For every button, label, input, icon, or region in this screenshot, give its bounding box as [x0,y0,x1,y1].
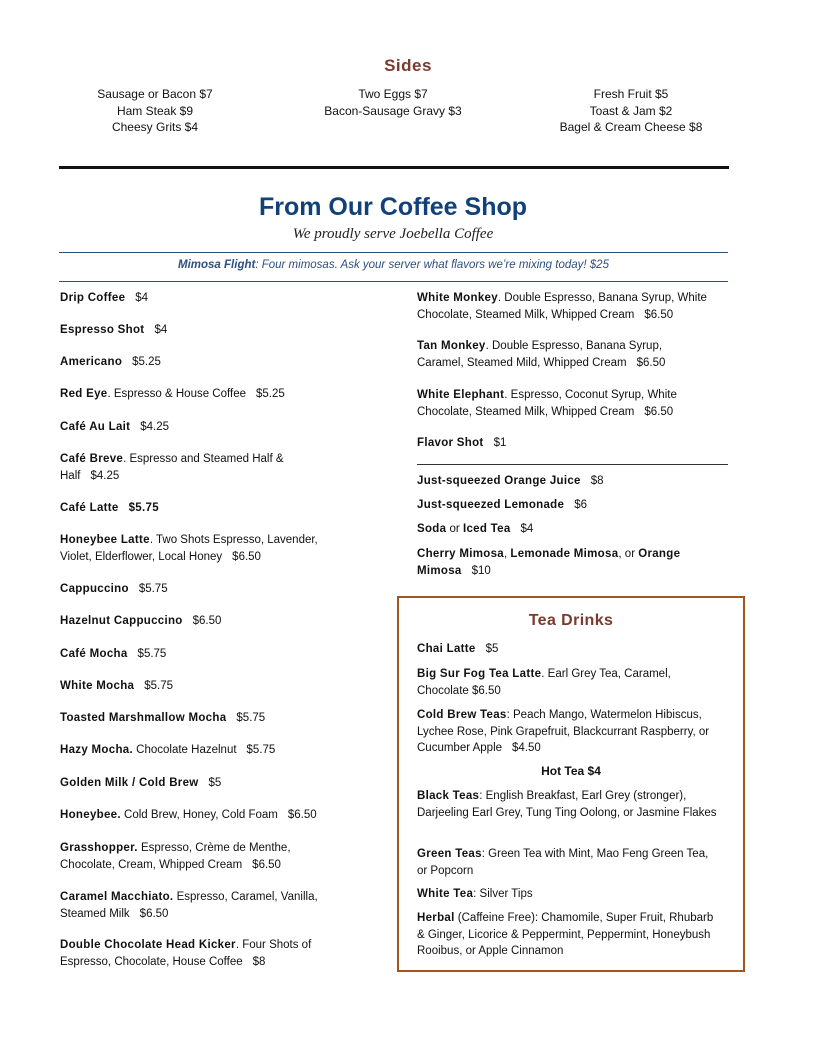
item-price: $6.50 [644,308,674,321]
side-item: Two Eggs $7 [358,87,428,101]
mimosa-bottom-rule [59,281,728,282]
item-price: $8 [252,955,266,968]
side-item: Fresh Fruit $5 [593,87,669,101]
item-name: Orange Mimosa [417,548,681,577]
item-name: Hazy Mocha. [60,744,133,756]
item-desc: Espresso, Crème de Menthe, Chocolate, Cream, Whipped Cream [60,842,291,871]
menu-item [60,500,360,517]
menu-item [417,473,729,490]
side-item: Toast & Jam $2 [589,103,673,118]
item-connector: or [446,523,463,535]
item-name: White Monkey [417,292,498,304]
item-name: Flavor Shot [417,437,484,449]
item-name: Toasted Marshmallow Mocha [60,712,227,724]
item-name: Herbal [417,912,455,924]
menu-item [60,419,360,436]
item-name: Cold Brew Teas [417,709,507,721]
item-desc: . Espresso & House Coffee [107,388,246,400]
side-item: Ham Steak $9 [116,103,194,118]
item-price: $4.25 [90,469,120,482]
menu-item [60,386,360,403]
menu-item [60,710,360,727]
sides-column-2 [273,86,513,119]
item-desc: Chocolate Hazelnut [132,744,237,756]
item-desc: Cold Brew, Honey, Cold Foam [120,809,278,821]
menu-item [60,354,360,371]
menu-item [60,742,360,759]
item-name: Cherry Mimosa [417,548,504,560]
item-name: Big Sur Fog Tea Latte [417,668,542,680]
item-desc: : Silver Tips [473,888,533,900]
item-name: Double Chocolate Head Kicker [60,939,236,951]
item-name: Tan Monkey [417,340,486,352]
menu-item [417,435,717,452]
menu-item [60,451,325,484]
item-name: Red Eye [60,388,108,400]
side-item: Bacon-Sausage Gravy $3 [324,103,462,118]
item-desc: . Four Shots of Espresso, Chocolate, House Coffee [60,939,312,968]
menu-item [60,840,320,873]
menu-item [417,497,729,514]
item-price: $6.50 [636,356,666,369]
item-name: Chai Latte [417,643,476,655]
side-item: Cheesy Grits $4 [111,120,199,134]
section-divider [59,166,729,169]
menu-item [60,678,360,695]
item-desc: (Caffeine Free): Chamomile, Super Fruit, Rhubarb & Ginger, Licorice & Peppermint, Peppermint, Honeybush Rooibus, or Apple Cinnamon [417,912,714,957]
item-price: $1 [493,437,507,449]
item-price: $4 [135,292,149,304]
menu-item [417,910,722,960]
item-name: Black Teas [417,790,480,802]
menu-item [60,322,360,339]
item-price: $4.25 [140,421,170,433]
item-desc: : Green Tea with Mint, Mao Feng Green Tea, or Popcorn [417,848,709,877]
menu-item [60,581,360,598]
item-price: $10 [471,564,491,577]
menu-item [417,707,732,757]
menu-item [60,646,360,663]
item-price: $5.75 [137,648,167,660]
item-desc: . Earl Grey Tea, Caramel, Chocolate [417,668,671,697]
item-price: $5.75 [138,583,168,595]
juice-divider [417,464,728,465]
item-price: $6.50 [644,405,674,418]
item-name: Espresso Shot [60,324,145,336]
item-price: $5.75 [144,680,173,692]
tea-drinks-heading: Tea Drinks [528,612,614,629]
item-desc: . Espresso and Steamed Half & Half [60,453,284,482]
item-desc: . Double Espresso, Banana Syrup, Caramel, Steamed Mild, Whipped Cream [417,340,663,369]
menu-item [417,387,717,420]
item-desc: . Double Espresso, Banana Syrup, White Chocolate, Steamed Milk, Whipped Cream [417,292,707,321]
item-name: Lemonade Mimosa [510,548,619,560]
item-name: Grasshopper. [60,842,138,854]
item-name: White Elephant [417,389,505,401]
menu-item [417,290,729,323]
item-price: $5.75 [236,712,266,724]
side-item: Sausage or Bacon $7 [97,87,213,101]
sides-column-3 [511,86,751,136]
menu-item [60,937,350,970]
coffee-shop-heading: From Our Coffee Shop [258,193,528,221]
item-price: $5 [485,643,499,655]
menu-item [60,889,350,922]
item-price: $6.50 [232,550,261,563]
item-name: Honeybee Latte [60,534,150,546]
item-price: $5.75 [128,502,159,514]
item-price: $4.50 [512,742,541,754]
mimosa-flight-banner [59,259,728,271]
item-price: $5.75 [246,744,276,756]
item-price: $5.25 [132,356,161,368]
item-price: $6.50 [252,858,281,871]
hot-tea-subheading: Hot Tea $4 [541,764,601,778]
item-connector: , [503,548,511,560]
menu-item [417,788,717,821]
item-price: $4 [520,523,534,535]
menu-item [60,532,350,565]
item-price: $5 [208,777,222,789]
coffee-shop-subtitle: We proudly serve Joebella Coffee [292,226,494,242]
item-name: Soda [417,523,447,535]
item-price: $6.50 [287,809,317,821]
mimosa-flight-name: Mimosa Flight [178,259,256,271]
item-name: Hazelnut Cappuccino [60,615,183,627]
menu-item [60,613,360,630]
menu-item [60,290,360,307]
menu-item [417,521,729,538]
item-price: $6.50 [472,684,501,697]
item-name: White Tea [417,888,474,900]
item-name: White Mocha [60,680,135,692]
item-price: $6.50 [139,907,169,920]
menu-item [60,775,360,792]
item-name: Americano [60,356,123,368]
item-price: $4 [154,324,168,336]
menu-item [417,338,707,371]
item-name: Just-squeezed Orange Juice [417,475,581,487]
item-name: Cappuccino [60,583,129,595]
item-price: $5.25 [255,388,285,400]
item-name: Café Breve [60,453,124,465]
menu-item [417,886,729,903]
item-desc: : English Breakfast, Earl Grey (stronger), Darjeeling Earl Grey, Tung Ting Oolong, or Jasmine Flakes [417,790,717,819]
item-name: Golden Milk / Cold Brew [60,777,199,789]
item-name: Café Au Lait [60,421,131,433]
item-name: Café Latte [60,502,119,514]
item-name: Green Teas [417,848,482,860]
item-price: $6.50 [192,615,222,627]
sides-column-1 [35,86,275,136]
mimosa-flight-desc: : Four mimosas. Ask your server what flavors we’re mixing today! $25 [255,259,609,271]
item-name: Just-squeezed Lemonade [417,499,565,511]
item-desc: . Two Shots Espresso, Lavender, Violet, Elderflower, Local Honey [60,534,318,563]
menu-item [417,846,717,879]
item-connector: , or [618,548,639,560]
menu-item [417,546,722,579]
item-name: Café Mocha [60,648,128,660]
item-desc: . Espresso, Coconut Syrup, White Chocolate, Steamed Milk, Whipped Cream [417,389,677,418]
sides-heading: Sides [384,56,432,75]
mimosa-top-rule [59,252,728,253]
item-name: Drip Coffee [60,292,126,304]
menu-item [417,641,729,658]
menu-item [417,666,717,699]
item-desc: : Peach Mango, Watermelon Hibiscus, Lychee Rose, Pink Grapefruit, Blackcurrant Raspberry, or Cucumber Apple [417,709,710,754]
item-desc: Espresso, Caramel, Vanilla, Steamed Milk [60,891,318,920]
item-name: Caramel Macchiato. [60,891,174,903]
item-price: $6 [574,499,587,511]
item-name: Honeybee. [60,809,121,821]
item-name: Iced Tea [462,523,511,535]
side-item: Bagel & Cream Cheese $8 [559,120,703,134]
menu-item [60,807,360,824]
item-price: $8 [590,475,604,487]
